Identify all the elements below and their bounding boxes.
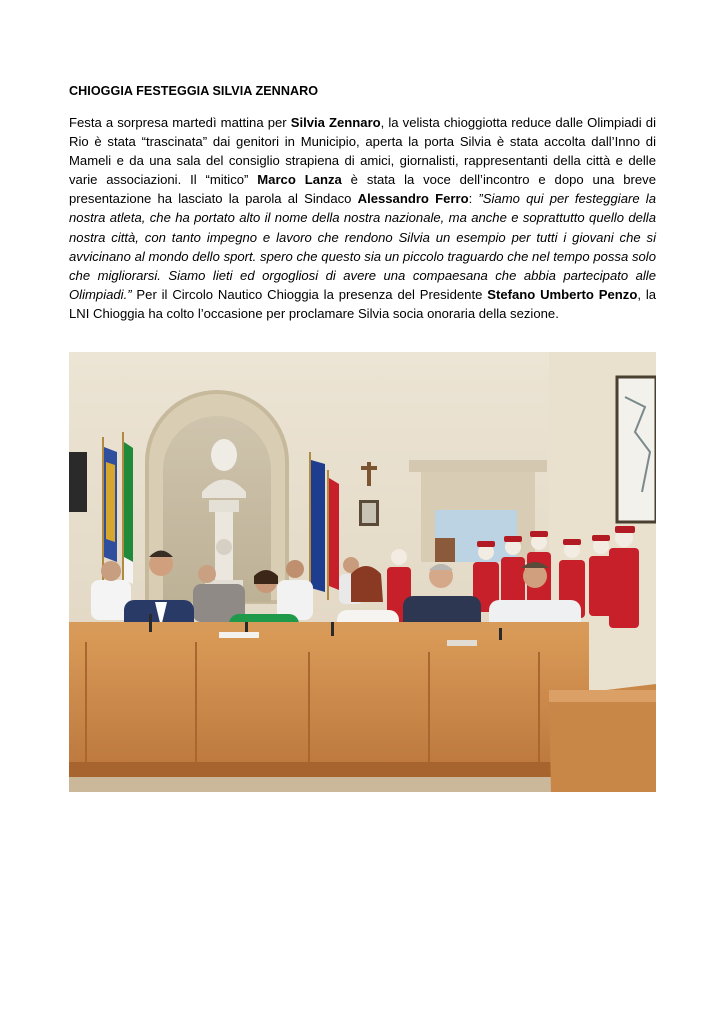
article-italic-text: ”Siamo qui per festeggiare la nostra atleta, che ha portato alto il nome della nostra nazionale, ma anche e soprattutto quello della nostra città, con tanto impegno e lavoro che rendono Silvia un esempio per tutti i giovani che si avvicinano al mondo dello sport. spero che questo sia un piccolo traguardo che nel tempo possa solo che migliorarsi. Siamo lieti ed orgogliosi di avere una compaesana che abbia partecipato alle Olimpiadi.” xyxy=(69,191,656,302)
article-text: , la LNI Chioggia ha colto l’occasione per proclamare Silvia socia onoraria della sezione. xyxy=(69,286,657,321)
article-text: : xyxy=(468,191,479,207)
article-bold-text: Marco Lanza xyxy=(257,172,342,188)
article-bold-text: Alessandro Ferro xyxy=(357,191,469,207)
article-bold-text: Silvia Zennaro xyxy=(290,115,381,130)
article-text: , la velista chioggiotta reduce dalle Olimpiadi di Rio è stata “trascinata” dai genitori in Municipio, aperta la porta Silvia è stata accolta dall’Inno di Mameli e da una sala del consiglio strapiena di amici, giornalisti, rappresentanti della città e delle varie associazioni. Il “mitico” xyxy=(69,115,656,188)
article-bold-text: Stefano Umberto Penzo xyxy=(487,286,638,302)
article-title: CHIOGGIA FESTEGGIA SILVIA ZENNARO xyxy=(69,84,319,98)
article-body xyxy=(69,113,656,323)
article-text: Per il Circolo Nautico Chioggia la presenza del Presidente xyxy=(131,286,488,302)
article-text: è stata la voce dell’incontro e dopo una breve presentazione ha lasciato la parola al Sindaco xyxy=(69,172,656,207)
article-text: Festa a sorpresa martedì mattina per xyxy=(69,115,291,130)
event-photo xyxy=(69,352,656,792)
